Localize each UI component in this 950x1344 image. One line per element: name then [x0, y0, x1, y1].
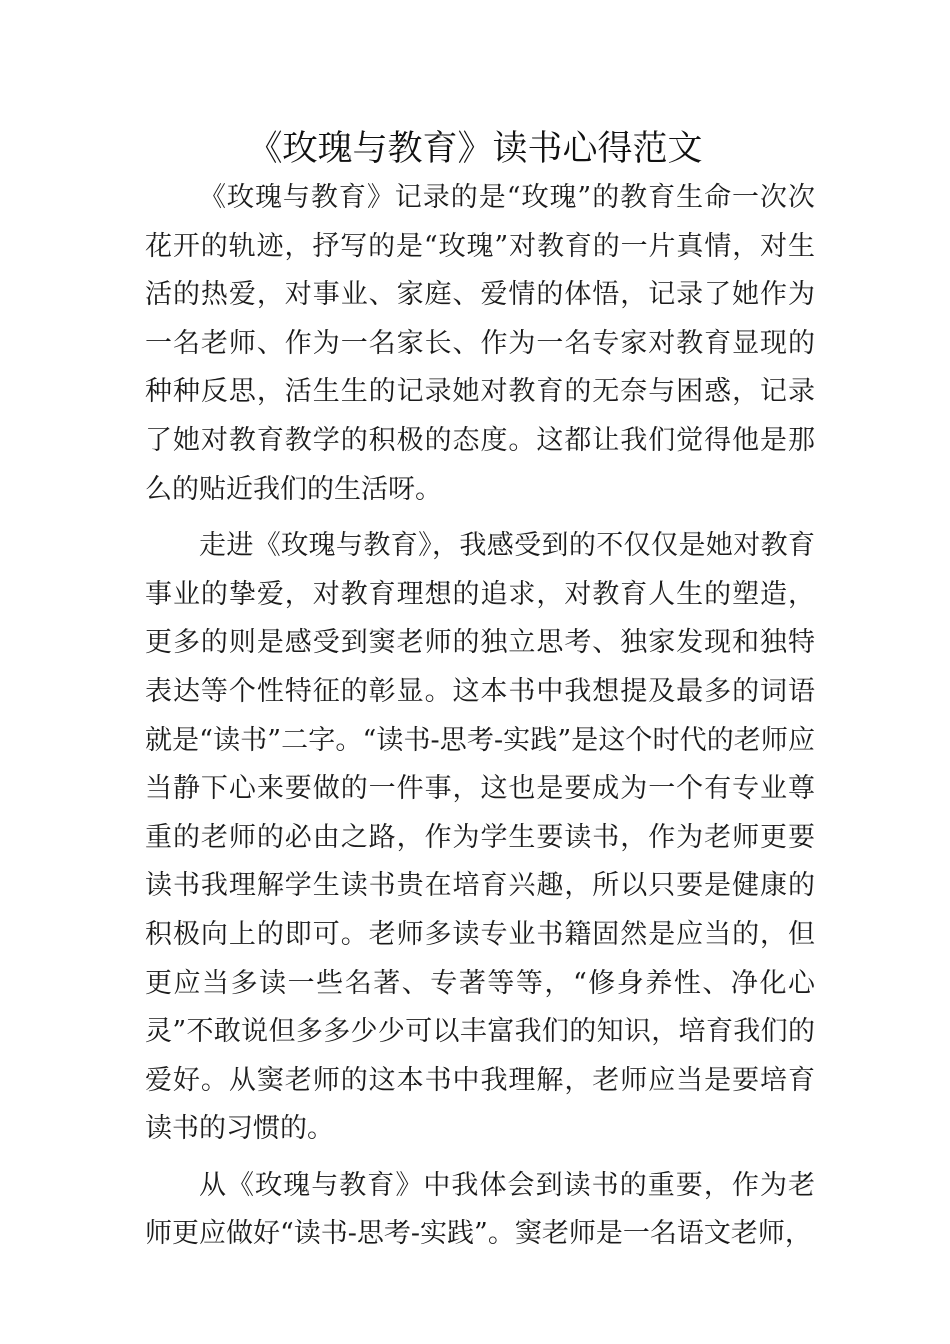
document-body	[145, 174, 815, 1259]
paragraph-1: 《玫瑰与教育》记录的是“玫瑰”的教育生命一次次花开的轨迹，抒写的是“玫瑰”对教育的一片真情，对生活的热爱，对事业、家庭、爱情的体悟，记录了她作为一名老师、作为一名家长、作为一名专家对教育显现的种种反思，活生生的记录她对教育的无奈与困惑，记录了她对教育教学的积极的态度。这都让我们觉得他是那么的贴近我们的生活呀。	[145, 182, 815, 505]
paragraph-3: 从《玫瑰与教育》中我体会到读书的重要，作为老师更应做好“读书-思考-实践”。窦老师是一名语文老师，	[145, 1169, 815, 1250]
document-title: 《玫瑰与教育》读书心得范文	[247, 129, 703, 169]
paragraph-2: 走进《玫瑰与教育》，我感受到的不仅仅是她对教育事业的挚爱，对教育理想的追求，对教育人生的塑造，更多的则是感受到窦老师的独立思考、独家发现和独特表达等个性特征的彰显。这本书中我想提及最多的词语就是“读书”二字。“读书-思考-实践”是这个时代的老师应当静下心来要做的一件事，这也是要成为一个有专业尊重的老师的必由之路，作为学生要读书，作为老师更要读书我理解学生读书贵在培育兴趣，所以只要是健康的积极向上的即可。老师多读专业书籍固然是应当的，但更应当多读一些名著、专著等等，“修身养性、净化心灵”不敢说但多多少少可以丰富我们的知识，培育我们的爱好。从窦老师的这本书中我理解，老师应当是要培育读书的习惯的。	[145, 530, 815, 1145]
